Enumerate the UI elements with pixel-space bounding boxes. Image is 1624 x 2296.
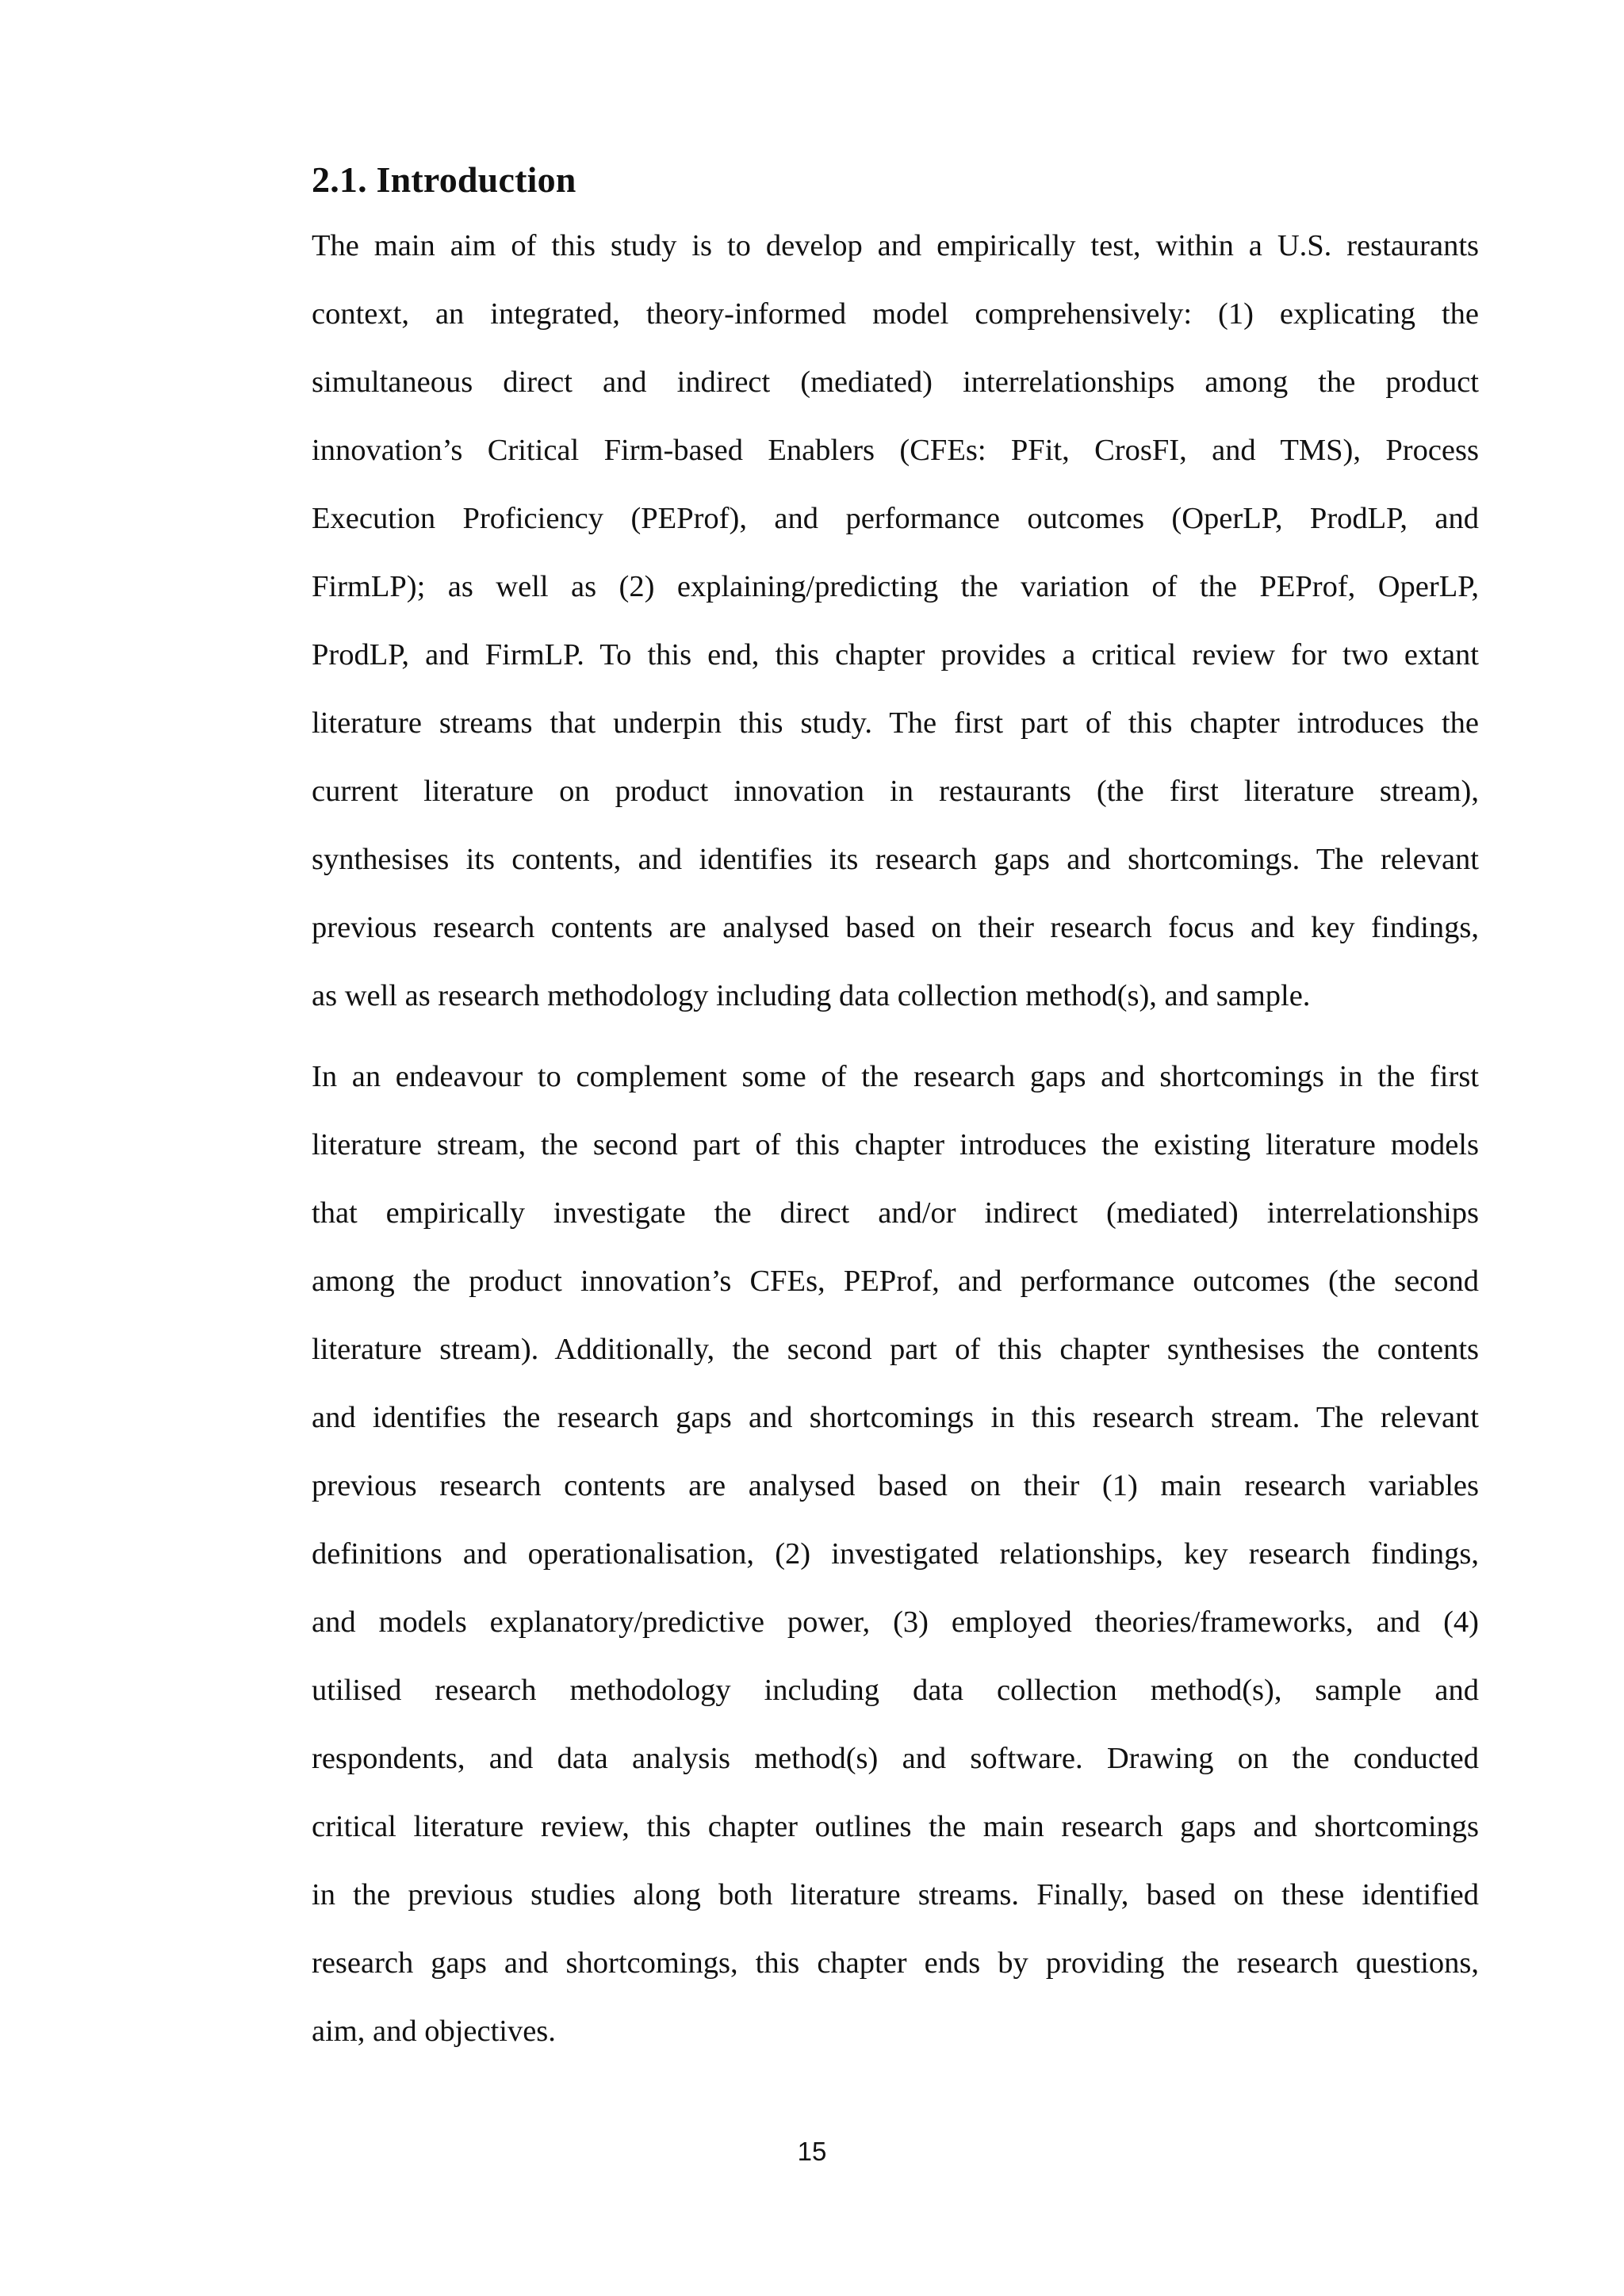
paragraph-line: that empirically investigate the direct and/or indirect (mediated) interrelationships xyxy=(312,1196,1479,1230)
paragraph-line: among the product innovation’s CFEs, PEProf, and performance outcomes (the second xyxy=(312,1265,1479,1298)
paragraph-line: research gaps and shortcomings, this chapter ends by providing the research questions, xyxy=(312,1946,1479,1980)
paragraph-line: as well as research methodology including data collection method(s), and sample. xyxy=(312,979,1311,1012)
paragraph-line: synthesises its contents, and identifies its research gaps and shortcomings. The relevant xyxy=(312,843,1479,876)
paragraph-line: literature stream). Additionally, the second part of this chapter synthesises the contents xyxy=(312,1333,1479,1366)
paragraph-line: and identifies the research gaps and shortcomings in this research stream. The relevant xyxy=(312,1401,1479,1434)
paragraph-line: respondents, and data analysis method(s) and software. Drawing on the conducted xyxy=(312,1742,1479,1775)
paragraph-line: context, an integrated, theory-informed model comprehensively: (1) explicating the xyxy=(312,297,1479,331)
paragraph-line: previous research contents are analysed based on their research focus and key findings, xyxy=(312,911,1479,944)
paragraph-line: aim, and objectives. xyxy=(312,2015,556,2048)
paragraph-line: previous research contents are analysed based on their (1) main research variables xyxy=(312,1469,1479,1502)
paragraph-line: literature streams that underpin this study. The first part of this chapter introduces the xyxy=(312,706,1479,740)
paragraph-line: ProdLP, and FirmLP. To this end, this chapter provides a critical review for two extant xyxy=(312,638,1479,672)
paragraph-line: utilised research methodology including data collection method(s), sample and xyxy=(312,1674,1479,1707)
paragraph-line: innovation’s Critical Firm-based Enablers (CFEs: PFit, CrosFI, and TMS), Process xyxy=(312,434,1479,467)
paragraph-1 xyxy=(312,212,1479,1030)
paragraph-2 xyxy=(312,1043,1479,2065)
page-number: 15 xyxy=(797,2137,827,2166)
paragraph-line: Execution Proficiency (PEProf), and performance outcomes (OperLP, ProdLP, and xyxy=(312,502,1479,535)
paragraph-line: current literature on product innovation in restaurants (the first literature stream), xyxy=(312,775,1479,808)
paragraph-line: in the previous studies along both literature streams. Finally, based on these identified xyxy=(312,1878,1479,1911)
section-heading: 2.1. Introduction xyxy=(312,159,576,200)
paragraph-line: definitions and operationalisation, (2) investigated relationships, key research findings, xyxy=(312,1537,1479,1571)
paragraph-line: FirmLP); as well as (2) explaining/predicting the variation of the PEProf, OperLP, xyxy=(312,570,1479,603)
paragraph-line: In an endeavour to complement some of the research gaps and shortcomings in the first xyxy=(312,1060,1479,1093)
paragraph-line: literature stream, the second part of this chapter introduces the existing literature models xyxy=(312,1128,1479,1161)
paragraph-line: and models explanatory/predictive power, (3) employed theories/frameworks, and (4) xyxy=(312,1605,1479,1639)
paragraph-line: simultaneous direct and indirect (mediated) interrelationships among the product xyxy=(312,365,1479,399)
paragraph-line: critical literature review, this chapter outlines the main research gaps and shortcomings xyxy=(312,1810,1479,1843)
paragraph-line: The main aim of this study is to develop and empirically test, within a U.S. restaurants xyxy=(312,229,1479,262)
